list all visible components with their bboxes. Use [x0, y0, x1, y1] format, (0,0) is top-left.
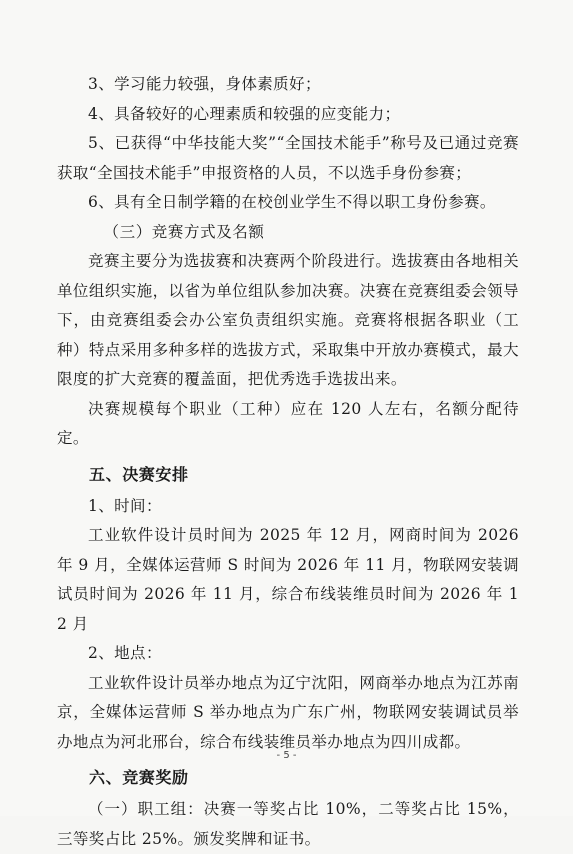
requirement-5: 5、已获得“中华技能大奖”“全国技术能手”称号及已通过竞赛获取“全国技术能手”申报资格的人员，不以选手身份参赛； [57, 134, 519, 182]
awards-paragraph: （一）职工组：决赛一等奖占比 10%，二等奖占比 15%，三等奖占比 25%。颁发奖牌和证书。 [57, 800, 519, 848]
time-paragraph: 工业软件设计员时间为 2025 年 12 月，网商时间为 2026 年 9 月，全媒体运营师 S 时间为 2026 年 11 月，物联网安装调试员时间为 2026 年 11 月，综合布线装维员时间为 2026 年 12 月 [57, 526, 519, 633]
location-paragraph: 工业软件设计员举办地点为辽宁沈阳，网商举办地点为江苏南京，全媒体运营师 S 举办地点为广东广州，物联网安装调试员举办地点为河北邢台，综合布线装维员举办地点为四川成都。 [57, 673, 519, 751]
section-heading-competition-method: （三）竞赛方式及名额 [103, 222, 265, 241]
page-number: - 5 - [276, 750, 297, 761]
section-heading-awards: 六、竞赛奖励 [89, 768, 189, 787]
section-heading-final-arrangement: 五、决赛安排 [89, 464, 189, 484]
document-body [57, 70, 519, 854]
requirement-3: 3、学习能力较强，身体素质好； [88, 75, 321, 93]
final-scale-paragraph: 决赛规模每个职业（工种）应在 120 人左右，名额分配待定。 [57, 399, 519, 447]
requirement-4: 4、具备较好的心理素质和较强的应变能力； [88, 104, 401, 123]
time-label: 1、时间： [88, 496, 162, 515]
location-label: 2、地点： [88, 644, 162, 662]
competition-method-paragraph: 竞赛主要分为选拔赛和决赛两个阶段进行。选拔赛由各地相关单位组织实施，以省为单位组队参加决赛。决赛在竞赛组委会领导下，由竞赛组委会办公室负责组织实施。竞赛将根据各职业（工种）特点采用多种多样的选拔方式，采取集中开放办赛模式，最大限度的扩大竞赛的覆盖面，把优秀选手选拔出来。 [57, 252, 519, 388]
requirement-6: 6、具有全日制学籍的在校创业学生不得以职工身份参赛。 [88, 193, 496, 211]
